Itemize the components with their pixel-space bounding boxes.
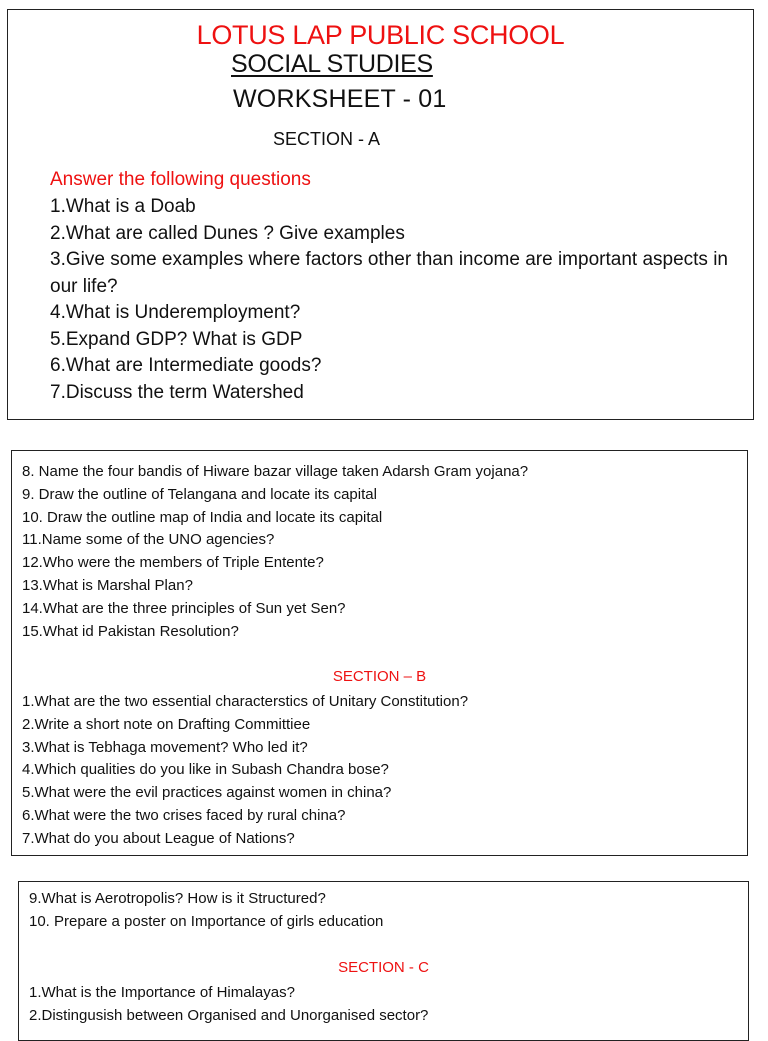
question-item: 10. Draw the outline map of India and locate its capital	[22, 508, 383, 526]
question-item: 5.Expand GDP? What is GDP	[50, 328, 303, 350]
question-item: 6.What are Intermediate goods?	[50, 355, 322, 376]
subject-title: SOCIAL STUDIES	[231, 50, 433, 78]
question-item: 6.What were the two crises faced by rural china?	[22, 806, 346, 824]
question-item: 3.Give some examples where factors other than income are important aspects in our life?	[50, 249, 728, 297]
worksheet-title: WORKSHEET - 01	[233, 85, 447, 113]
question-item: 13.What is Marshal Plan?	[22, 576, 193, 594]
question-list-section-b-continued	[29, 888, 729, 934]
question-item: 4.What is Underemployment?	[50, 302, 301, 323]
question-item: 2.Write a short note on Drafting Committiee	[22, 715, 311, 733]
section-b-heading: SECTION – B	[332, 668, 427, 685]
instruction-text: Answer the following questions	[50, 169, 311, 190]
question-list-section-a-continued	[22, 461, 742, 643]
section-c-heading: SECTION - C	[338, 959, 429, 976]
section-a-heading: SECTION - A	[273, 129, 381, 149]
question-list-section-c	[29, 982, 729, 1028]
question-item: 5.What were the evil practices against women in china?	[22, 784, 392, 802]
question-item: 15.What id Pakistan Resolution?	[22, 622, 239, 640]
question-item: 10. Prepare a poster on Importance of girls education	[29, 912, 384, 930]
question-item: 1.What are the two essential characterstics of Unitary Constitution?	[22, 693, 469, 710]
question-item: 12.Who were the members of Triple Entente?	[22, 554, 324, 572]
question-item: 9. Draw the outline of Telangana and locate its capital	[22, 485, 377, 503]
question-item: 1.What is the Importance of Himalayas?	[29, 984, 295, 1001]
question-item: 7.What do you about League of Nations?	[22, 829, 295, 847]
question-item: 9.What is Aerotropolis? How is it Structured?	[29, 890, 326, 907]
question-item: 7.Discuss the term Watershed	[50, 381, 304, 403]
worksheet-page-2	[11, 450, 748, 856]
question-item: 2.Distingusish between Organised and Unorganised sector?	[29, 1006, 429, 1024]
worksheet-page-3	[18, 881, 749, 1041]
question-list-section-b	[22, 691, 742, 851]
question-item: 3.What is Tebhaga movement? Who led it?	[22, 738, 308, 756]
worksheet-page-1	[7, 9, 754, 420]
question-item: 1.What is a Doab	[50, 196, 196, 217]
question-item: 4.Which qualities do you like in Subash Chandra bose?	[22, 761, 389, 779]
question-item: 2.What are called Dunes ? Give examples	[50, 222, 405, 244]
school-name: LOTUS LAP PUBLIC SCHOOL	[196, 20, 565, 50]
question-item: 8. Name the four bandis of Hiware bazar village taken Adarsh Gram yojana?	[22, 463, 529, 480]
question-item: 14.What are the three principles of Sun yet Sen?	[22, 599, 346, 617]
question-list-section-a	[50, 194, 730, 406]
question-item: 11.Name some of the UNO agencies?	[22, 531, 275, 549]
